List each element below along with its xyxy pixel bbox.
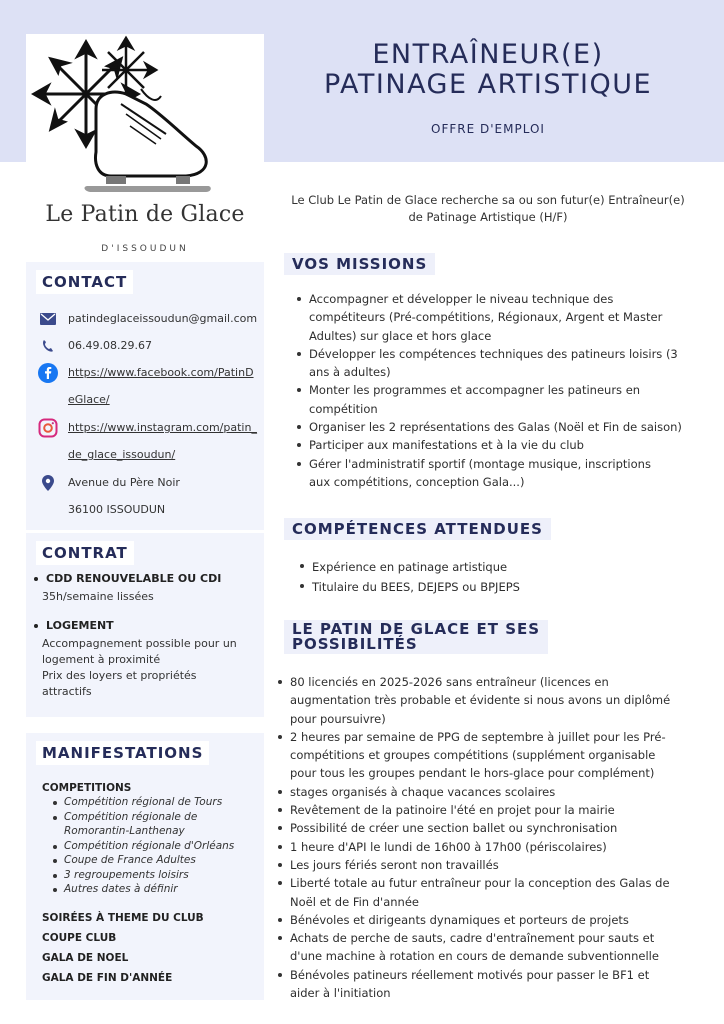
possibilites-list (290, 673, 700, 1002)
list-item: Romorantin-Lanthenay (64, 825, 185, 837)
possibilites-heading-line1: LE PATIN DE GLACE ET SES (292, 620, 541, 638)
logement-line: Prix des loyers et propriétés (42, 669, 197, 682)
contrat-hours: 35h/semaine lissées (42, 590, 154, 603)
facebook-icon (38, 363, 58, 383)
gala-fin-label: GALA DE FIN D'ANNÉE (42, 971, 173, 984)
list-item: Compétition régionale d'Orléans (64, 839, 264, 854)
list-item: pour poursuivre) (290, 711, 386, 726)
missions-list (309, 290, 699, 491)
title-line-1: ENTRAÎNEUR(E) (372, 39, 604, 70)
list-item: Expérience en patinage artistique (312, 557, 692, 577)
list-item: Compétition régional de Tours (64, 795, 264, 810)
manifestations-heading: MANIFESTATIONS (36, 741, 209, 765)
list-item: Monter les programmes et accompagner les patineurs en (309, 381, 699, 399)
location-pin-icon (38, 473, 58, 493)
club-logo (26, 34, 264, 260)
contact-email[interactable]: patindeglaceissoudun@gmail.com (68, 312, 258, 325)
intro-line-2: de Patinage Artistique (H/F) (408, 210, 568, 224)
intro-line-1: Le Club Le Patin de Glace recherche sa ou son futur(e) Entraîneur(e) (291, 193, 685, 207)
list-item: Bénévoles patineurs réellement motivés pour passer le BF1 et (290, 966, 700, 984)
list-item: pour tous les groupes pendant le hors-glace pour complément) (290, 766, 655, 781)
page-subtitle: OFFRE D'EMPLOI (431, 122, 545, 136)
list-item: compétitions et groupes compétitions (supplément organisable (290, 748, 656, 763)
list-item: Adultes) sur glace et hors glace (309, 328, 492, 343)
logement-line: Accompagnement possible pour un (42, 637, 237, 650)
list-item: Gérer l'administratif sportif (montage musique, inscriptions (309, 455, 699, 473)
list-item: d'une machine à rotation en cours de demande subventionnelle (290, 949, 659, 964)
list-item: Liberté totale au futur entraîneur pour la conception des Galas de (290, 874, 700, 892)
instagram-link-line1[interactable]: https://www.instagram.com/patin_ (68, 421, 257, 434)
competitions-list (26, 795, 264, 897)
manifestations-panel (26, 733, 264, 1000)
list-item: aider à l'initiation (290, 986, 391, 1001)
list-item: compétition (309, 401, 378, 416)
possibilites-heading-line2: POSSIBILITÉS (292, 635, 418, 653)
skate-logo-icon (26, 34, 264, 199)
page-title (280, 40, 696, 100)
coupe-club-label: COUPE CLUB (42, 931, 117, 944)
list-item: Bénévoles et dirigeants dynamiques et porteurs de projets (290, 911, 700, 929)
list-item: Compétition régionale de (64, 810, 264, 825)
address-line1: Avenue du Père Noir (68, 476, 180, 489)
list-item: Achats de perche de sauts, cadre d'entraînement pour sauts et (290, 929, 700, 947)
contrat-panel (26, 533, 264, 717)
competitions-label: COMPETITIONS (42, 782, 132, 794)
list-item: ans à adultes) (309, 365, 391, 380)
list-item: stages organisés à chaque vacances scolaires (290, 783, 700, 801)
list-item: Noël et de Fin d'année (290, 894, 419, 909)
list-item: 1 heure d'API le lundi de 16h00 à 17h00 (périscolaires) (290, 838, 700, 856)
list-item: compétiteurs (Pré-compétitions, Régionaux, Argent et Master (309, 310, 663, 325)
list-item: Développer les compétences techniques des patineurs loisirs (3 (309, 345, 699, 363)
competences-list (312, 557, 692, 597)
soirees-label: SOIRÉES À THEME DU CLUB (42, 911, 204, 924)
list-item: Revêtement de la patinoire l'été en projet pour la mairie (290, 801, 700, 819)
phone-icon (38, 336, 58, 356)
list-item: Participer aux manifestations et à la vie du club (309, 436, 699, 454)
list-item: Les jours fériés seront non travaillés (290, 856, 700, 874)
list-item: Accompagner et développer le niveau technique des (309, 290, 699, 308)
possibilites-heading (284, 620, 548, 654)
list-item: 2 heures par semaine de PPG de septembre à juillet pour les Pré- (290, 728, 700, 746)
list-item: 3 regroupements loisirs (64, 868, 264, 883)
logement-line: attractifs (42, 685, 92, 698)
list-item: Organiser les 2 représentations des Galas (Noël et Fin de saison) (309, 418, 699, 436)
contact-phone[interactable]: 06.49.08.29.67 (68, 339, 152, 352)
club-location: D'ISSOUDUN (101, 244, 189, 254)
instagram-icon (38, 418, 58, 438)
gala-noel-label: GALA DE NOEL (42, 951, 129, 964)
logement-line: logement à proximité (42, 653, 161, 666)
club-name: Le Patin de Glace (45, 202, 245, 227)
list-item: augmentation très probable et évidente si nous avons un diplômé (290, 693, 671, 708)
list-item: 80 licenciés en 2025-2026 sans entraîneur (licences en (290, 673, 700, 691)
list-item: Coupe de France Adultes (64, 853, 264, 868)
list-item: Autres dates à définir (64, 882, 264, 897)
logement-label: LOGEMENT (46, 619, 264, 632)
list-item: Titulaire du BEES, DEJEPS ou BPJEPS (312, 577, 692, 597)
list-item: aux compétitions, conception Gala...) (309, 474, 525, 489)
facebook-link-line1[interactable]: https://www.facebook.com/PatinD (68, 366, 254, 379)
address-line2: 36100 ISSOUDUN (68, 503, 166, 516)
contact-heading: CONTACT (36, 270, 133, 294)
list-item: Possibilité de créer une section ballet ou synchronisation (290, 819, 700, 837)
competences-heading: COMPÉTENCES ATTENDUES (284, 518, 551, 540)
contact-panel (26, 262, 264, 530)
missions-heading: VOS MISSIONS (284, 253, 435, 275)
facebook-link-line2[interactable]: eGlace/ (68, 393, 110, 406)
contrat-heading: CONTRAT (36, 541, 134, 565)
envelope-icon (38, 309, 58, 329)
title-line-2: PATINAGE ARTISTIQUE (323, 69, 653, 100)
instagram-link-line2[interactable]: de_glace_issoudun/ (68, 448, 176, 461)
intro-text (286, 192, 690, 226)
contrat-type: CDD RENOUVELABLE OU CDI (46, 572, 264, 585)
